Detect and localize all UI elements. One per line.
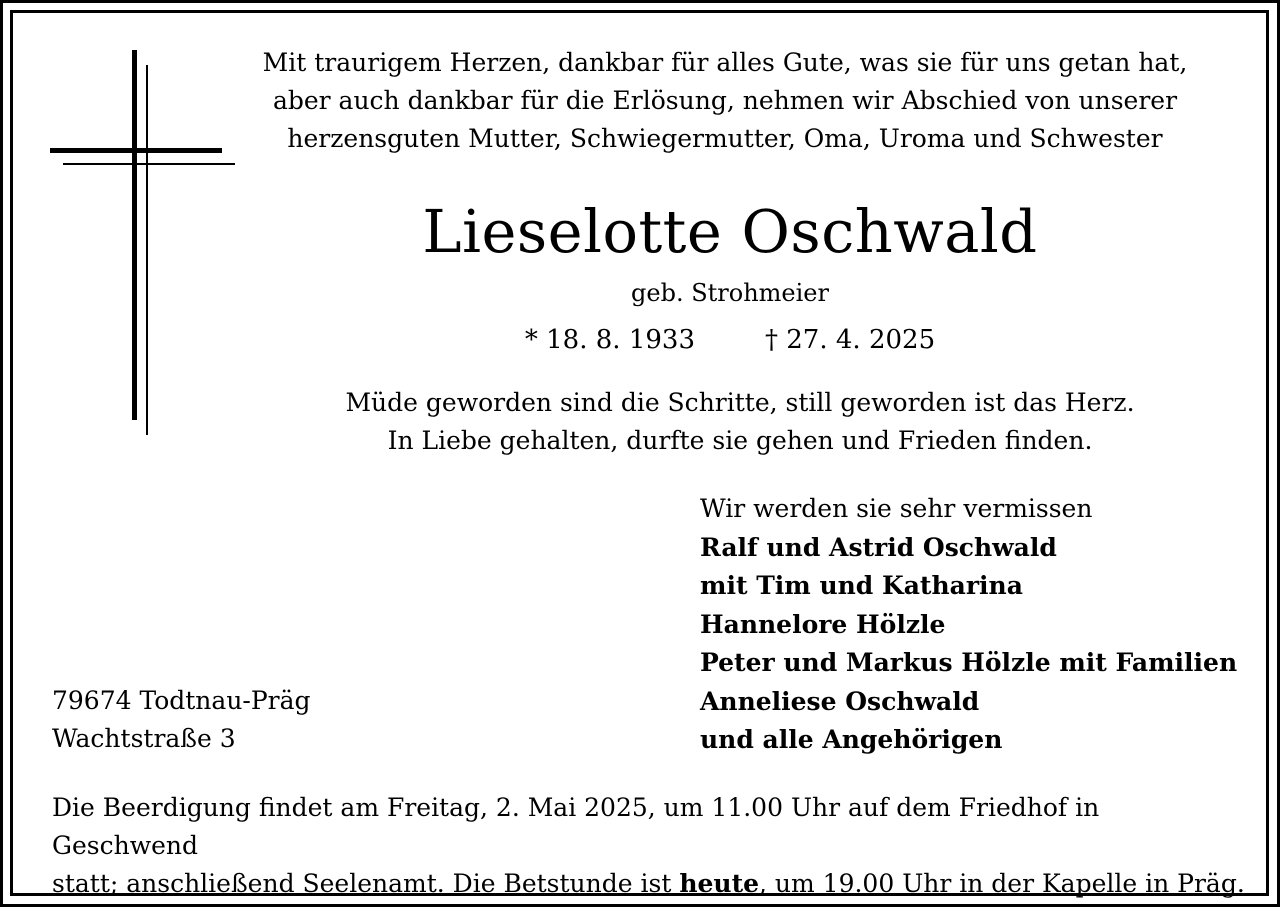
intro-line: herzensguten Mutter, Schwiegermutter, Oma, Uroma und Schwester <box>287 124 1163 153</box>
funeral-text: , um 19.00 Uhr in der Kapelle in Präg. <box>759 869 1245 898</box>
verse <box>240 384 1240 460</box>
birth-date: * 18. 8. 1933 <box>524 325 695 355</box>
mourners-lead: Wir werden sie sehr vermissen <box>700 494 1093 523</box>
maiden-name: geb. Strohmeier <box>631 279 829 307</box>
address-street: Wachtstraße 3 <box>52 724 236 753</box>
mourner-name: mit Tim und Katharina <box>700 571 1023 600</box>
funeral-today: heute <box>679 869 760 898</box>
funeral-line <box>52 865 1252 903</box>
funeral-line: Die Beerdigung findet am Freitag, 2. Mai 2025, um 11.00 Uhr auf dem Friedhof in Geschwend <box>52 793 1100 860</box>
mourner-name: und alle Angehörigen <box>700 725 1003 754</box>
verse-line: Müde geworden sind die Schritte, still geworden ist das Herz. <box>345 388 1135 417</box>
address <box>52 682 452 758</box>
death-date: † 27. 4. 2025 <box>765 325 936 355</box>
deceased-name: Lieselotte Oschwald <box>422 197 1038 266</box>
mourner-name: Anneliese Oschwald <box>700 686 980 716</box>
mourners-list <box>700 490 1260 760</box>
funeral-notice <box>52 789 1252 903</box>
funeral-text: statt; anschließend Seelenamt. Die Betstunde ist <box>52 869 680 898</box>
mourner-name: Hannelore Hölzle <box>700 609 946 639</box>
intro-line: aber auch dankbar für die Erlösung, nehmen wir Abschied von unserer <box>272 86 1178 115</box>
address-city: 79674 Todtnau-Präg <box>52 686 311 715</box>
cross-icon <box>48 50 238 440</box>
mourner-name: Ralf und Astrid Oschwald <box>700 532 1057 562</box>
mourner-name: Peter und Markus Hölzle mit Familien <box>700 648 1238 677</box>
intro-text <box>240 44 1210 158</box>
verse-line: In Liebe gehalten, durfte sie gehen und Frieden finden. <box>387 426 1093 455</box>
life-dates <box>240 320 1220 360</box>
intro-line: Mit traurigem Herzen, dankbar für alles Gute, was sie für uns getan hat, <box>262 48 1188 77</box>
